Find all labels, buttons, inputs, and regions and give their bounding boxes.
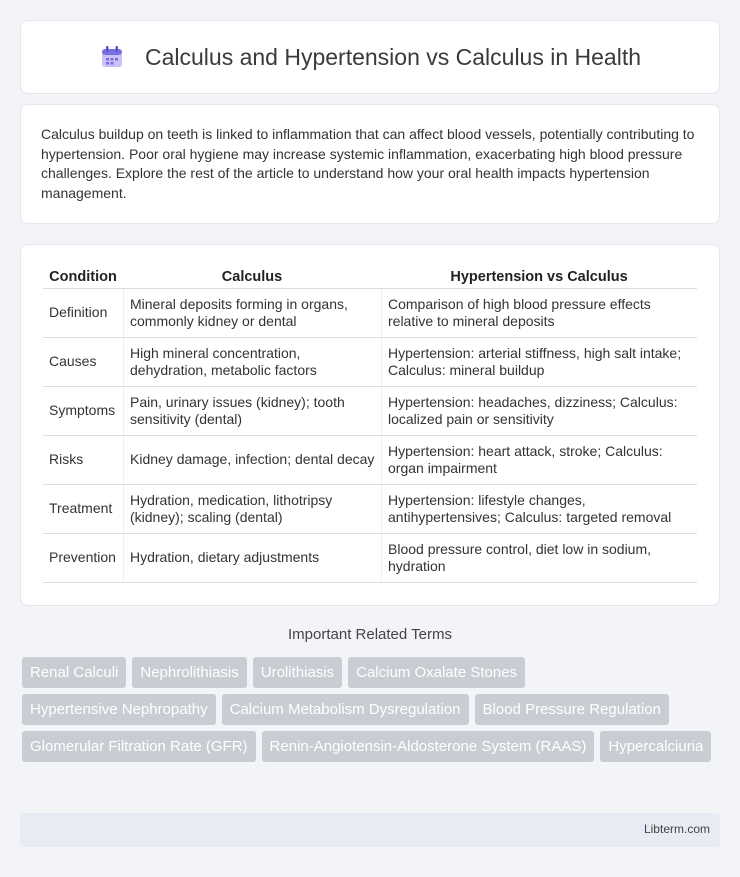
related-terms-heading: Important Related Terms [288, 626, 452, 643]
footer [20, 813, 720, 847]
term-tag[interactable]: Urolithiasis [253, 657, 342, 688]
table-row [43, 485, 697, 534]
calculus-cell: Mineral deposits forming in organs, commonly kidney or dental [123, 289, 381, 338]
header-card [20, 20, 720, 94]
calculus-cell: Hydration, medication, lithotripsy (kidney); scaling (dental) [123, 485, 381, 534]
condition-cell: Symptoms [43, 387, 123, 436]
comparison-cell: Hypertension: heart attack, stroke; Calculus: organ impairment [381, 436, 697, 485]
table-row [43, 436, 697, 485]
intro-text: Calculus buildup on teeth is linked to inflammation that can affect blood vessels, potentially contributing to hypertension. Poor oral hygiene may increase systemic inflammation, exacerbating high blood pressure challenges. Explore the rest of the article to understand how your oral health impacts hypertension management. [41, 126, 695, 201]
comparison-cell: Hypertension: headaches, dizziness; Calculus: localized pain or sensitivity [381, 387, 697, 436]
condition-cell: Causes [43, 338, 123, 387]
footer-brand-link[interactable]: Libterm.com [643, 822, 710, 836]
comparison-table-card [20, 244, 720, 606]
table-row [43, 387, 697, 436]
comparison-table [43, 265, 697, 583]
calculus-cell: Hydration, dietary adjustments [123, 534, 381, 583]
table-row [43, 289, 697, 338]
term-tag[interactable]: Calcium Oxalate Stones [348, 657, 525, 688]
term-tag[interactable]: Calcium Metabolism Dysregulation [222, 694, 469, 725]
condition-cell: Risks [43, 436, 123, 485]
table-row [43, 338, 697, 387]
term-tag[interactable]: Blood Pressure Regulation [475, 694, 669, 725]
term-tag[interactable]: Nephrolithiasis [132, 657, 246, 688]
condition-cell: Definition [43, 289, 123, 338]
term-tag[interactable]: Glomerular Filtration Rate (GFR) [22, 731, 256, 762]
condition-cell: Prevention [43, 534, 123, 583]
column-header: Condition [43, 265, 123, 289]
calculus-cell: Kidney damage, infection; dental decay [123, 436, 381, 485]
page-title: Calculus and Hypertension vs Calculus in Health [144, 43, 642, 70]
term-tag[interactable]: Hypercalciuria [600, 731, 711, 762]
table-header-row [43, 265, 697, 289]
term-tag[interactable]: Renin-Angiotensin-Aldosterone System (RAAS) [262, 731, 595, 762]
comparison-cell: Hypertension: arterial stiffness, high salt intake; Calculus: mineral buildup [381, 338, 697, 387]
calendar-icon [99, 44, 125, 70]
calculus-cell: Pain, urinary issues (kidney); tooth sensitivity (dental) [123, 387, 381, 436]
column-header: Calculus [123, 265, 381, 289]
table-row [43, 534, 697, 583]
condition-cell: Treatment [43, 485, 123, 534]
column-header: Hypertension vs Calculus [381, 265, 697, 289]
calculus-cell: High mineral concentration, dehydration, metabolic factors [123, 338, 381, 387]
term-tag[interactable]: Hypertensive Nephropathy [22, 694, 216, 725]
related-terms-list [22, 657, 722, 762]
term-tag[interactable]: Renal Calculi [22, 657, 126, 688]
intro-card [20, 104, 720, 224]
comparison-cell: Hypertension: lifestyle changes, antihypertensives; Calculus: targeted removal [381, 485, 697, 534]
comparison-cell: Comparison of high blood pressure effects relative to mineral deposits [381, 289, 697, 338]
comparison-cell: Blood pressure control, diet low in sodium, hydration [381, 534, 697, 583]
